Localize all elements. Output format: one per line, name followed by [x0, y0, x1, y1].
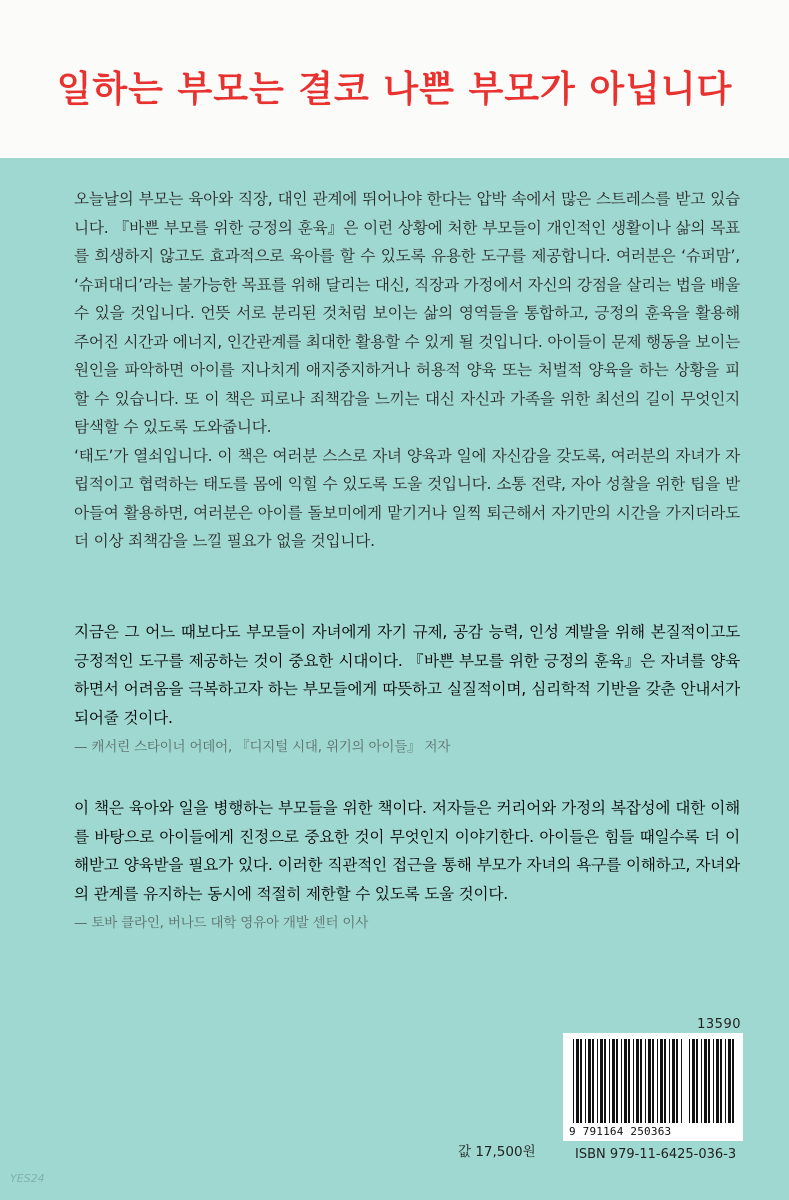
barcode-bar: [660, 1039, 663, 1123]
barcode-bar: [681, 1039, 682, 1123]
barcode-bar: [708, 1039, 710, 1123]
barcode-block: [563, 1017, 743, 1167]
barcode-bar: [689, 1039, 690, 1123]
barcode-bar: [636, 1039, 639, 1123]
barcode-bar: [728, 1039, 731, 1123]
barcode-ean-digits: 9 791164 250363: [569, 1125, 672, 1138]
blurb-2-text: 이 책은 육아와 일을 병행하는 부모들을 위한 책이다. 저자들은 커리어와 가정의 복잡성에 대한 이해를 바탕으로 아이들에게 진정으로 중요한 것이 무엇인지 이야기한다. 아이들은 힘들 때일수록 더 이해받고 양육받을 필요가 있다. 이러한 직관적인 접근을 통해 부모가 자녀의 욕구를 이해하고, 자녀와의 관계를 유지하는 동시에 적절히 제한할 수 있도록 도울 것이다.: [74, 799, 740, 903]
barcode-bar: [633, 1039, 634, 1123]
barcode-bar: [657, 1039, 658, 1123]
blurb-1-text: 지금은 그 어느 때보다도 부모들이 자녀에게 자기 규제, 공감 능력, 인성 계발을 위해 본질적이고도 긍정적인 도구를 제공하는 것이 중요한 시대이다. 『바쁜 부모를 위한 긍정의 훈육』은 자녀를 양육하면서 어려움을 극복하고자 하는 부모들에게 따뜻하고 실질적이며, 심리학적 기반을 갖춘 안내서가 되어줄 것이다.: [74, 623, 740, 727]
barcode-bar: [580, 1039, 582, 1123]
barcode-bar: [600, 1039, 603, 1123]
barcode-bar: [604, 1039, 606, 1123]
barcode-bar: [669, 1039, 670, 1123]
isbn-text: ISBN 979-11-6425-036-3: [575, 1147, 737, 1162]
barcode-bar: [725, 1039, 726, 1123]
barcode-box: [563, 1033, 743, 1141]
barcode-bar: [701, 1039, 702, 1123]
barcode-bar: [720, 1039, 722, 1123]
barcode-bar: [648, 1039, 651, 1123]
intro-section: [74, 185, 740, 556]
barcode-bar: [664, 1039, 666, 1123]
blurb-1: [74, 618, 740, 758]
blurb-2: [74, 794, 740, 934]
barcode-bar: [628, 1039, 630, 1123]
barcode-bar: [713, 1039, 714, 1123]
barcode-bar: [588, 1039, 591, 1123]
barcode-addon-number: 13590: [697, 1017, 741, 1032]
barcode-bar: [609, 1039, 610, 1123]
barcode-bar: [592, 1039, 594, 1123]
barcode-bar: [621, 1039, 622, 1123]
barcode-bar: [645, 1039, 646, 1123]
barcode-bar: [585, 1039, 586, 1123]
barcode-bar: [612, 1039, 615, 1123]
barcode-main-bars: [573, 1039, 685, 1125]
barcode-bar: [704, 1039, 707, 1123]
watermark-text: YES24: [10, 1172, 45, 1185]
barcode-bar: [624, 1039, 627, 1123]
barcode-bar: [732, 1039, 734, 1123]
intro-paragraph-1: 오늘날의 부모는 육아와 직장, 대인 관계에 뛰어나야 한다는 압박 속에서 많은 스트레스를 받고 있습니다. 『바쁜 부모를 위한 긍정의 훈육』은 이런 상황에 처한 부모들이 개인적인 생활이나 삶의 목표를 희생하지 않고도 효과적으로 육아를 할 수 있도록 유용한 도구를 제공합니다. 여러분은 ‘슈퍼맘’, ‘슈퍼대디’라는 불가능한 목표를 위해 달리는 대신, 직장과 가정에서 자신의 강점을 살리는 법을 배울 수 있을 것입니다. 언뜻 서로 분리된 것처럼 보이는 삶의 영역들을 통합하고, 긍정의 훈육을 활용해 주어진 시간과 에너지, 인간관계를 최대한 활용할 수 있게 될 것입니다. 아이들이 문제 행동을 보이는 원인을 파악하면 아이를 지나치게 애지중지하거나 허용적 양육 또는 처벌적 양육을 하는 상황을 피할 수 있습니다. 또 이 책은 피로나 죄책감을 느끼는 대신 자신과 가족을 위한 최선의 길이 무엇인지 탐색할 수 있도록 도와줍니다.: [74, 190, 740, 436]
barcode-bar: [597, 1039, 598, 1123]
barcode-bar: [672, 1039, 675, 1123]
barcode-bar: [716, 1039, 719, 1123]
barcode-addon-bars: [689, 1039, 737, 1125]
intro-paragraph-2: ‘태도’가 열쇠입니다. 이 책은 여러분 스스로 자녀 양육과 일에 자신감을 갖도록, 여러분의 자녀가 자립적이고 협력하는 태도를 몸에 익힐 수 있도록 도울 것입니다. 소통 전략, 자아 성찰을 위한 팁을 받아들여 활용하면, 여러분은 아이를 돌보미에게 맡기거나 일찍 퇴근해서 자기만의 시간을 가지더라도 더 이상 죄책감을 느낄 필요가 없을 것입니다.: [74, 446, 740, 550]
barcode-bar: [616, 1039, 618, 1123]
blurb-1-attribution: — 캐서린 스타이너 어데어, 『디지털 시대, 위기의 아이들』 저자: [74, 739, 451, 755]
barcode-bar: [576, 1039, 579, 1123]
barcode-bar: [676, 1039, 678, 1123]
blurb-2-attribution: — 토바 클라인, 버나드 대학 영유아 개발 센터 이사: [74, 915, 369, 931]
barcode-bar: [696, 1039, 698, 1123]
barcode-bar: [640, 1039, 642, 1123]
barcode-bar: [652, 1039, 654, 1123]
headline: 일하는 부모는 결코 나쁜 부모가 아닙니다: [56, 69, 733, 110]
barcode-bar: [692, 1039, 695, 1123]
price-text: 값 17,500원: [458, 1144, 536, 1160]
barcode-bar: [573, 1039, 574, 1123]
